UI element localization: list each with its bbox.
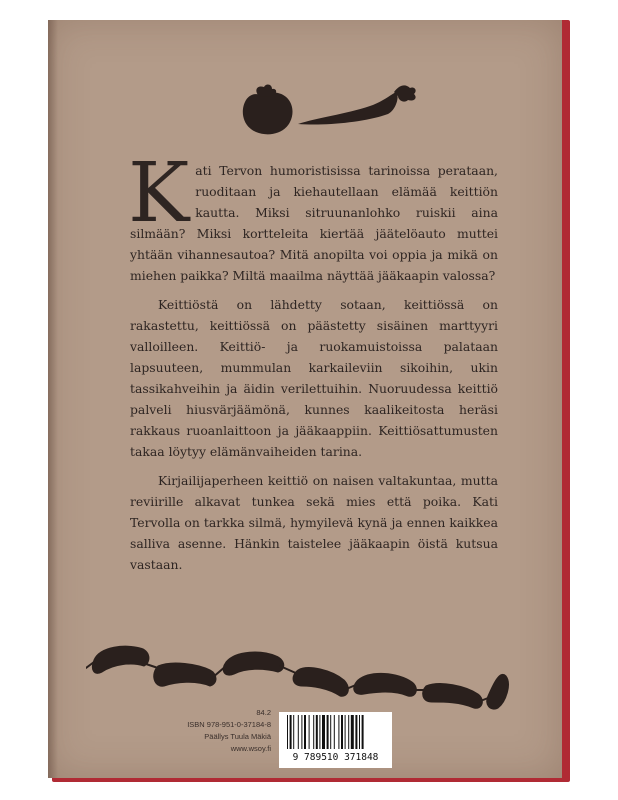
drop-cap: K	[128, 146, 190, 241]
blurb-paragraph-3: Kirjailijaperheen keittiö on naisen valtakuntaa, mutta reviirille alkavat tunkea sekä mies että poika. Kati Tervolla on tarkka silmä, hymyilevä kynä ja ennen kaikkea salliva asenne. Hänkin taistelee jääkaapin öistä kutsua vastaan.	[130, 473, 498, 572]
barcode-bar	[330, 715, 331, 749]
barcode-bar	[313, 715, 314, 749]
cover-credit: Päällys Tuula Mäkiä	[204, 732, 271, 741]
barcode-bar	[359, 715, 360, 749]
barcode-bar	[327, 715, 329, 749]
sausage-chain-icon	[86, 640, 516, 720]
blurb-paragraph-2: Keittiöstä on lähdetty sotaan, keittiössä on rakastettu, keittiössä on päästetty sisäinen marttyyri valloilleen. Keittiö- ja ruokamuistoissa palataan lapsuuteen, mummulan karkaileviin sikoihin, ukin tassikahveihin ja äidin verilettuihin. Nuoruudessa keittiö palveli hiusvärjäämönä, kunnes kaalikeitosta heräsi rakkaus ruoanlaittoon ja jääkaappiin. Keittiösattumusten takaa löytyy elämänvaiheiden tarina.	[130, 297, 498, 459]
barcode-bar	[362, 715, 364, 749]
carrot-icon	[296, 80, 420, 130]
barcode-bar	[304, 715, 306, 749]
barcode-bars	[279, 712, 392, 752]
barcode-bar	[316, 715, 318, 749]
spine-shadow	[48, 20, 58, 778]
barcode-bar	[351, 715, 354, 749]
barcode-bar	[293, 715, 294, 749]
barcode-bar	[290, 715, 292, 749]
publisher-website: www.wsoy.fi	[230, 744, 271, 753]
isbn-text: ISBN 978-951-0-37184-8	[187, 720, 271, 729]
classification-code: 84.2	[256, 708, 271, 717]
barcode-bar	[309, 715, 310, 749]
barcode-bar	[319, 715, 320, 749]
barcode-bar	[287, 715, 288, 749]
barcode-digits: 9 789510 371848	[279, 750, 392, 764]
blurb-paragraph-1	[128, 146, 498, 286]
barcode-bar	[298, 715, 299, 749]
barcode-bar	[334, 715, 335, 749]
tomato-icon	[236, 80, 296, 136]
barcode-bar	[322, 715, 325, 749]
barcode-bar	[355, 715, 357, 749]
blurb-text	[128, 146, 498, 575]
barcode-bar	[301, 715, 302, 749]
barcode-bar	[348, 715, 349, 749]
imprint-block	[160, 707, 271, 755]
barcode-bar	[341, 715, 343, 749]
barcode-bar	[338, 715, 339, 749]
barcode-bar	[345, 715, 346, 749]
blurb-paragraph-1-text: ati Tervon humoristisissa tarinoissa perataan, ruoditaan ja kiehautellaan elämää keittiön kautta. Miksi sitruunanlohko ruiskii aina silmään? Miksi kortteleita kiertää jäätelöauto muttei yhtään vihannesautoa? Mitä anopilta voi oppia ja mikä on miehen paikka? Miltä maailma näyttää jääkaapin valossa?	[130, 163, 498, 283]
